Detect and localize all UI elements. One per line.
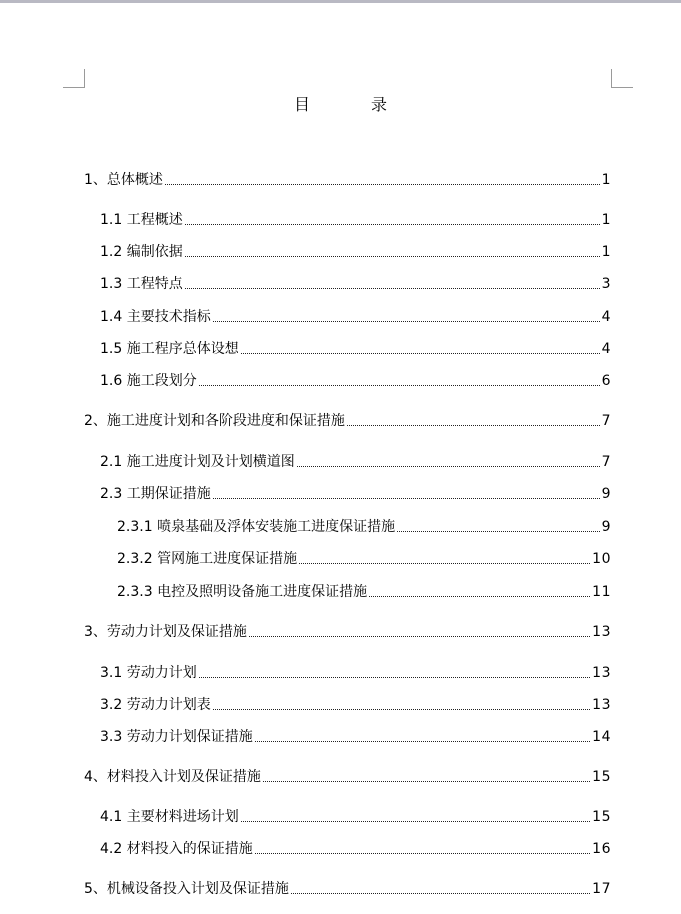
toc-entry-page: 13 — [592, 624, 611, 640]
toc-entry[interactable] — [84, 880, 611, 898]
toc-entry[interactable] — [100, 840, 611, 858]
toc-entry[interactable] — [100, 728, 611, 746]
window-top-border — [0, 0, 681, 3]
toc-leader-dots — [165, 184, 600, 185]
toc-entry[interactable] — [100, 372, 611, 390]
toc-leader-dots — [199, 677, 590, 678]
toc-entry-page: 4 — [601, 341, 611, 357]
toc-entry[interactable] — [100, 453, 611, 471]
toc-entry-label: 3、劳动力计划及保证措施 — [84, 624, 247, 640]
toc-title: 目 录 — [293, 95, 416, 114]
toc-leader-dots — [299, 563, 590, 564]
toc-leader-dots — [241, 821, 590, 822]
toc-leader-dots — [185, 224, 600, 225]
toc-entry[interactable] — [100, 275, 611, 293]
toc-entry[interactable] — [100, 211, 611, 229]
toc-entry[interactable] — [117, 583, 611, 601]
crop-mark-top-right — [611, 87, 633, 88]
toc-entry-label: 1.4 主要技术指标 — [100, 309, 211, 325]
toc-leader-dots — [213, 321, 600, 322]
toc-entry-label: 1.6 施工段划分 — [100, 373, 197, 389]
toc-entry-page: 6 — [601, 373, 611, 389]
toc-entry-label: 2.3.1 喷泉基础及浮体安装施工进度保证措施 — [117, 519, 396, 535]
toc-entry-label: 1.1 工程概述 — [100, 212, 183, 228]
toc-entry-page: 11 — [592, 584, 611, 600]
toc-entry-label: 1.2 编制依据 — [100, 244, 183, 260]
toc-leader-dots — [185, 256, 600, 257]
toc-entry-label: 4.2 材料投入的保证措施 — [100, 841, 253, 857]
toc-entry-label: 4、材料投入计划及保证措施 — [84, 769, 261, 785]
crop-mark-top-left — [84, 69, 85, 87]
toc-entry-page: 15 — [592, 769, 611, 785]
toc-leader-dots — [241, 353, 600, 354]
toc-leader-dots — [255, 741, 590, 742]
toc-entry-label: 2、施工进度计划和各阶段进度和保证措施 — [84, 413, 345, 429]
toc-leader-dots — [291, 893, 590, 894]
toc-entry[interactable] — [100, 243, 611, 261]
toc-leader-dots — [263, 781, 590, 782]
toc-entry-page: 1 — [601, 172, 611, 188]
toc-leader-dots — [397, 531, 600, 532]
toc-entry-label: 3.1 劳动力计划 — [100, 665, 197, 681]
toc-entry-label: 2.1 施工进度计划及计划横道图 — [100, 454, 295, 470]
toc-entry-page: 17 — [592, 881, 611, 897]
toc-entry[interactable] — [84, 768, 611, 786]
toc-leader-dots — [255, 853, 590, 854]
toc-entry-label: 1.5 施工程序总体设想 — [100, 341, 239, 357]
toc-entry-label: 1、总体概述 — [84, 172, 163, 188]
toc-entry-label: 2.3 工期保证措施 — [100, 486, 211, 502]
toc-entry[interactable] — [84, 623, 611, 641]
toc-entry-page: 9 — [601, 486, 611, 502]
toc-entry-label: 2.3.3 电控及照明设备施工进度保证措施 — [117, 584, 368, 600]
toc-leader-dots — [199, 385, 600, 386]
toc-entry[interactable] — [100, 340, 611, 358]
toc-entry[interactable] — [100, 308, 611, 326]
toc-entry-label: 1.3 工程特点 — [100, 276, 183, 292]
toc-entry-page: 7 — [601, 413, 611, 429]
toc-entry[interactable] — [100, 808, 611, 826]
toc-leader-dots — [297, 466, 600, 467]
toc-entry-page: 1 — [601, 212, 611, 228]
toc-entry-label: 5、机械设备投入计划及保证措施 — [84, 881, 289, 897]
toc-entry[interactable] — [117, 518, 611, 536]
toc-entry[interactable] — [100, 696, 611, 714]
toc-entry[interactable] — [100, 485, 611, 503]
toc-entry-page: 4 — [601, 309, 611, 325]
toc-entry-page: 1 — [601, 244, 611, 260]
toc-entry-page: 14 — [592, 729, 611, 745]
toc-entry-page: 15 — [592, 809, 611, 825]
crop-mark-top-left — [63, 87, 85, 88]
toc-entry-label: 3.2 劳动力计划表 — [100, 697, 211, 713]
toc-leader-dots — [185, 288, 600, 289]
toc-entry[interactable] — [84, 412, 611, 430]
toc-leader-dots — [249, 636, 590, 637]
toc-entry-page: 13 — [592, 665, 611, 681]
toc-leader-dots — [369, 596, 590, 597]
toc-entry[interactable] — [100, 664, 611, 682]
toc-entry-page: 16 — [592, 841, 611, 857]
toc-entry-page: 7 — [601, 454, 611, 470]
crop-mark-top-right — [611, 69, 612, 87]
toc-entry[interactable] — [84, 171, 611, 189]
toc-entry-page: 9 — [601, 519, 611, 535]
toc-entry[interactable] — [117, 550, 611, 568]
toc-leader-dots — [347, 425, 600, 426]
toc-entry-page: 3 — [601, 276, 611, 292]
toc-entry-label: 2.3.2 管网施工进度保证措施 — [117, 551, 298, 567]
toc-leader-dots — [213, 709, 590, 710]
toc-entry-page: 13 — [592, 697, 611, 713]
toc-entry-label: 4.1 主要材料进场计划 — [100, 809, 239, 825]
toc-entry-page: 10 — [592, 551, 611, 567]
toc-entry-label: 3.3 劳动力计划保证措施 — [100, 729, 253, 745]
toc-leader-dots — [213, 498, 600, 499]
